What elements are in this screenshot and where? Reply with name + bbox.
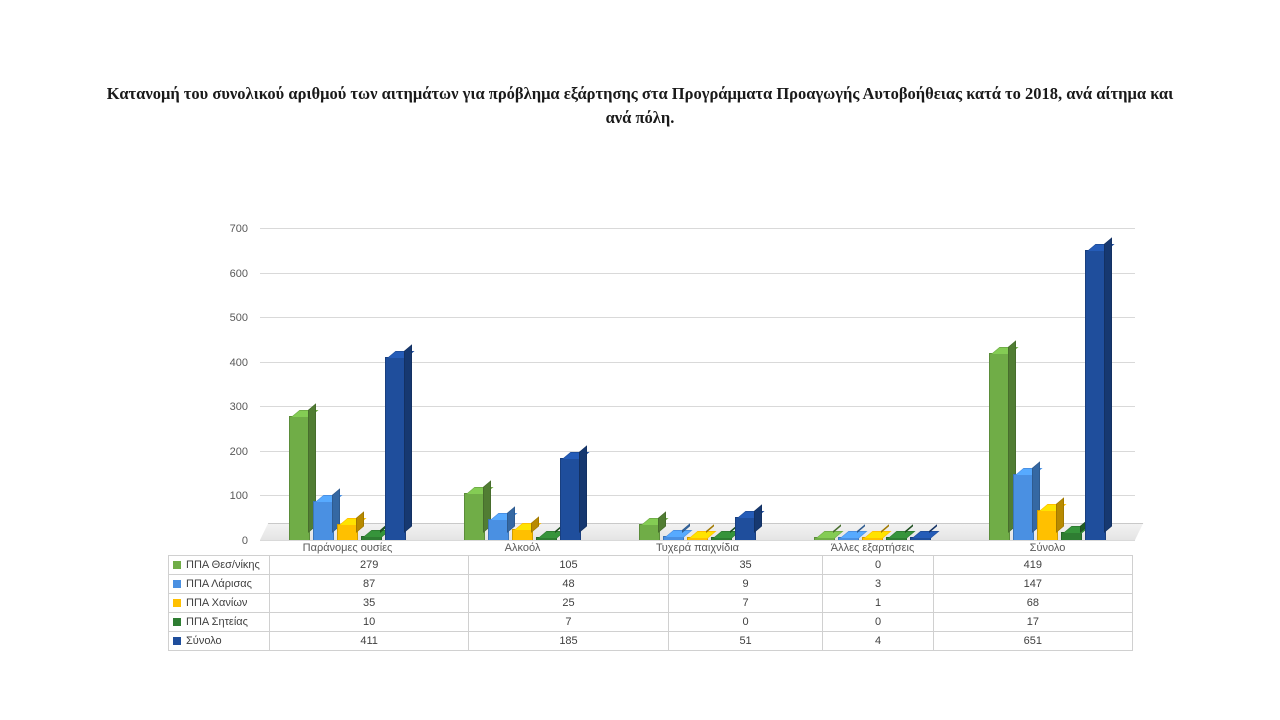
y-axis-tick-label: 200 [229, 445, 248, 458]
table-value-cell: 1 [823, 594, 933, 613]
table-value-cell: 3 [823, 575, 933, 594]
table-value-cell: 0 [668, 613, 823, 632]
table-value-cell: 0 [823, 556, 933, 575]
bar-top-face [911, 531, 940, 539]
category-label: Άλλες εξαρτήσεις [830, 542, 915, 554]
bar[interactable] [1061, 532, 1082, 540]
bar[interactable] [1037, 510, 1058, 540]
bar[interactable] [464, 493, 485, 540]
y-axis-tick-label: 300 [229, 401, 248, 414]
bar[interactable] [886, 537, 907, 540]
chart-area [150, 200, 1140, 647]
bar[interactable] [838, 537, 859, 540]
series-name-cell: Σύνολο [169, 632, 270, 651]
y-axis-tick-label: 400 [229, 356, 248, 369]
bar[interactable] [512, 529, 533, 540]
bar[interactable] [289, 416, 310, 540]
table-value-cell: 7 [469, 613, 668, 632]
category-axis-labels [260, 542, 1135, 554]
bar[interactable] [639, 524, 660, 540]
bar[interactable] [735, 517, 756, 540]
series-name-cell: ΠΠΑ Θεσ/νίκης [169, 556, 270, 575]
table-value-cell: 0 [823, 613, 933, 632]
table-value-cell: 411 [270, 632, 469, 651]
bar-group [960, 210, 1135, 540]
bar-side-face [1056, 497, 1064, 533]
bar[interactable] [361, 536, 382, 540]
y-axis-tick-label: 500 [229, 312, 248, 325]
table-value-cell: 4 [823, 632, 933, 651]
bar[interactable] [385, 357, 406, 540]
bar[interactable] [1085, 250, 1106, 540]
bar[interactable] [337, 524, 358, 540]
legend-swatch-icon [173, 618, 181, 626]
bar[interactable] [1013, 474, 1034, 540]
category-label: Αλκοόλ [504, 542, 541, 554]
bar[interactable] [313, 501, 334, 540]
y-axis-tick-label: 100 [229, 490, 248, 503]
table-value-cell: 147 [933, 575, 1132, 594]
table-row [169, 632, 1133, 651]
bar-group [260, 210, 435, 540]
bar-group [785, 210, 960, 540]
gridline [241, 535, 1135, 547]
table-value-cell: 105 [469, 556, 668, 575]
bar[interactable] [910, 537, 931, 540]
series-name-cell: ΠΠΑ Χανίων [169, 594, 270, 613]
bar-side-face [356, 512, 364, 533]
legend-swatch-icon [173, 580, 181, 588]
table-value-cell: 7 [668, 594, 823, 613]
y-axis-tick-label: 700 [229, 223, 248, 235]
table-value-cell: 87 [270, 575, 469, 594]
chart-data-table [168, 555, 1133, 651]
bar-side-face [754, 505, 762, 533]
y-axis-tick-label: 600 [229, 267, 248, 280]
bar-group [435, 210, 610, 540]
table-row [169, 575, 1133, 594]
bar-side-face [658, 512, 666, 533]
bar-side-face [1104, 237, 1112, 533]
y-axis-tick-label: 0 [241, 535, 248, 547]
table-value-cell: 9 [668, 575, 823, 594]
bar[interactable] [488, 519, 509, 540]
bar-side-face [531, 516, 539, 533]
table-row [169, 556, 1133, 575]
bar-side-face [404, 344, 412, 533]
table-value-cell: 51 [668, 632, 823, 651]
bar[interactable] [687, 537, 708, 540]
table-value-cell: 35 [668, 556, 823, 575]
legend-swatch-icon [173, 599, 181, 607]
category-label: Παράνομες ουσίες [302, 542, 393, 554]
table-value-cell: 185 [469, 632, 668, 651]
table-value-cell: 25 [469, 594, 668, 613]
table-value-cell: 35 [270, 594, 469, 613]
series-name-cell: ΠΠΑ Σητείας [169, 613, 270, 632]
category-label: Τυχερά παιχνίδια [655, 542, 740, 554]
bar-groups [260, 210, 1135, 540]
table-row [169, 594, 1133, 613]
table-value-cell: 48 [469, 575, 668, 594]
bar[interactable] [814, 537, 835, 540]
table-value-cell: 68 [933, 594, 1132, 613]
bar-side-face [579, 445, 587, 533]
plot-region [229, 210, 1135, 547]
bar[interactable] [989, 353, 1010, 540]
table-row [169, 613, 1133, 632]
table-value-cell: 279 [270, 556, 469, 575]
table-value-cell: 10 [270, 613, 469, 632]
series-name-cell: ΠΠΑ Λάρισας [169, 575, 270, 594]
bar[interactable] [560, 458, 581, 540]
table-value-cell: 651 [933, 632, 1132, 651]
bar[interactable] [711, 537, 732, 540]
bar[interactable] [862, 537, 883, 540]
bar[interactable] [536, 537, 557, 540]
bar-group [610, 210, 785, 540]
bar[interactable] [663, 536, 684, 540]
category-label: Σύνολο [1029, 542, 1066, 554]
chart-title: Κατανομή του συνολικού αριθμού των αιτημάτων για πρόβλημα εξάρτησης στα Προγράμματα Προαγωγής Αυτοβοήθειας κατά το 2018, ανά αίτημα και ανά πόλη. [106, 84, 1174, 127]
legend-swatch-icon [173, 561, 181, 569]
table-value-cell: 419 [933, 556, 1132, 575]
table-value-cell: 17 [933, 613, 1132, 632]
legend-swatch-icon [173, 637, 181, 645]
